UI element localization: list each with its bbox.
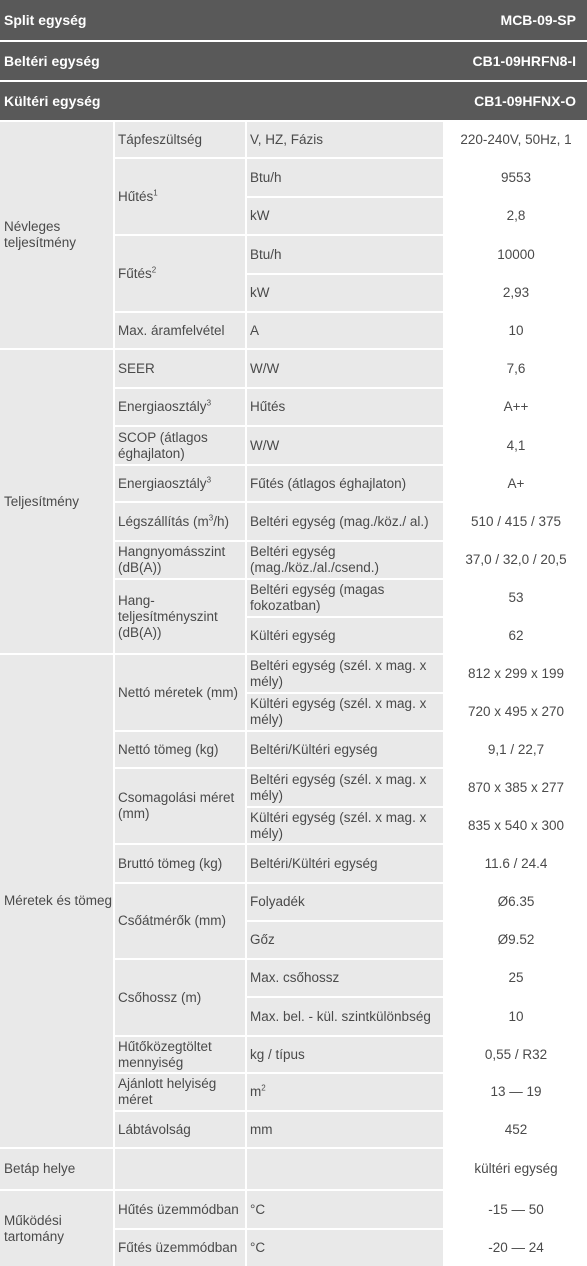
unit-cool-btu: Btu/h <box>247 159 443 196</box>
param-max-current: Max. áramfelvétel <box>115 313 245 348</box>
header-split-label: Split egység <box>4 12 87 28</box>
value-heat-btu: 10000 <box>445 236 587 273</box>
group-inlet: Betáp helye <box>0 1149 113 1189</box>
value-airflow: 510 / 415 / 375 <box>445 503 587 540</box>
value-sound-power-in: 53 <box>445 580 587 616</box>
unit-refrigerant: kg / típus <box>247 1037 443 1072</box>
header-indoor-value: CB1-09HRFN8-I <box>472 53 576 69</box>
value-sound-pressure: 37,0 / 32,0 / 20,5 <box>445 542 587 578</box>
param-heating: Fűtés$^2$ <box>115 236 245 311</box>
param-scop: SCOP (átlagos éghajlaton) <box>115 427 245 464</box>
value-supply: 220-240V, 50Hz, 1 <box>445 122 587 157</box>
header-indoor-row <box>0 42 587 80</box>
param-pack-dims: Csomagolási méret (mm) <box>115 769 245 843</box>
param-seer: SEER <box>115 350 245 387</box>
value-energy-cool: A++ <box>445 389 587 425</box>
unit-sound-power-out: Kültéri egység <box>247 618 443 653</box>
value-seer: 7,6 <box>445 350 587 387</box>
value-max-current: 10 <box>445 313 587 348</box>
group-nominal: Névleges teljesítmény <box>0 122 113 348</box>
param-op-cool: Hűtés üzemmódban <box>115 1191 245 1228</box>
unit-heat-kw: kW <box>247 275 443 311</box>
unit-pack-out: Kültéri egység (szél. x mag. x mély) <box>247 808 443 843</box>
unit-max-current: A <box>247 313 443 348</box>
header-outdoor-value: CB1-09HFNX-O <box>474 93 576 109</box>
value-refrigerant: 0,55 / R32 <box>445 1037 587 1072</box>
param-gross-weight: Bruttó tömeg (kg) <box>115 845 245 882</box>
unit-liquid: Folyadék <box>247 884 443 920</box>
group-operating: Működési tartomány <box>0 1191 113 1266</box>
unit-max-pipe: Max. csőhossz <box>247 960 443 996</box>
param-sound-pressure: Hangnyomásszint (dB(A)) <box>115 542 245 578</box>
value-pack-in: 870 x 385 x 277 <box>445 769 587 806</box>
param-foot-dist: Lábtávolság <box>115 1112 245 1147</box>
unit-airflow: Beltéri egység (mag./köz./ al.) <box>247 503 443 540</box>
value-net-in: 812 x 299 x 199 <box>445 655 587 692</box>
group-performance: Teljesítmény <box>0 350 113 653</box>
unit-inlet-empty <box>247 1149 443 1189</box>
param-supply: Tápfeszültség <box>115 122 245 157</box>
param-net-weight: Nettó tömeg (kg) <box>115 732 245 767</box>
value-energy-heat: A+ <box>445 466 587 501</box>
header-indoor-label: Beltéri egység <box>4 53 100 69</box>
value-net-weight: 9,1 / 22,7 <box>445 732 587 767</box>
unit-net-weight: Beltéri/Kültéri egység <box>247 732 443 767</box>
param-sound-power: Hang-teljesítményszint (dB(A)) <box>115 580 245 653</box>
value-pack-out: 835 x 540 x 300 <box>445 808 587 843</box>
param-room-size: Ajánlott helyiség méret <box>115 1074 245 1110</box>
value-gas: Ø9.52 <box>445 922 587 958</box>
param-pipe-diam: Csőátmérők (mm) <box>115 884 245 958</box>
value-foot-dist: 452 <box>445 1112 587 1147</box>
value-sound-power-out: 62 <box>445 618 587 653</box>
group-dimensions: Méretek és tömeg <box>0 655 113 1147</box>
param-net-dims: Nettó méretek (mm) <box>115 655 245 730</box>
unit-scop: W/W <box>247 427 443 464</box>
value-op-cool: -15 — 50 <box>445 1191 587 1228</box>
param-energy-class-cool: Energiaosztály$^3$ <box>115 389 245 425</box>
unit-cool-kw: kW <box>247 198 443 234</box>
value-op-heat: -20 — 24 <box>445 1230 587 1266</box>
unit-op-cool: °C <box>247 1191 443 1228</box>
header-outdoor-label: Kültéri egység <box>4 93 101 109</box>
unit-gas: Gőz <box>247 922 443 958</box>
header-split-value: MCB-09-SP <box>500 12 576 28</box>
value-gross-weight: 11.6 / 24.4 <box>445 845 587 882</box>
value-cool-kw: 2,8 <box>445 198 587 234</box>
value-liquid: Ø6.35 <box>445 884 587 920</box>
unit-foot-dist: mm <box>247 1112 443 1147</box>
param-inlet-empty <box>115 1149 245 1189</box>
param-refrigerant: Hűtőközegtöltet mennyiség <box>115 1037 245 1072</box>
param-energy-class-heat: Energiaosztály$^3$ <box>115 466 245 501</box>
param-airflow: Légszállítás $(m^3/h)$ <box>115 503 245 540</box>
value-net-out: 720 x 495 x 270 <box>445 694 587 730</box>
param-pipe-len: Csőhossz (m) <box>115 960 245 1035</box>
unit-net-in: Beltéri egység (szél. x mag. x mély) <box>247 655 443 692</box>
unit-supply: V, HZ, Fázis <box>247 122 443 157</box>
unit-heat-btu: Btu/h <box>247 236 443 273</box>
unit-seer: W/W <box>247 350 443 387</box>
value-cool-btu: 9553 <box>445 159 587 196</box>
unit-sound-pressure: Beltéri egység (mag./köz./al./csend.) <box>247 542 443 578</box>
unit-energy-cool: Hűtés <box>247 389 443 425</box>
unit-room-size: $m^2$ <box>247 1074 443 1110</box>
value-scop: 4,1 <box>445 427 587 464</box>
param-op-heat: Fűtés üzemmódban <box>115 1230 245 1266</box>
value-inlet: kültéri egység <box>445 1149 587 1189</box>
unit-net-out: Kültéri egység (szél. x mag. x mély) <box>247 694 443 730</box>
header-split-row <box>0 0 587 40</box>
unit-pack-in: Beltéri egység (szél. x mag. x mély) <box>247 769 443 806</box>
unit-gross-weight: Beltéri/Kültéri egység <box>247 845 443 882</box>
unit-op-heat: °C <box>247 1230 443 1266</box>
header-outdoor-row <box>0 82 587 120</box>
value-max-height: 10 <box>445 998 587 1035</box>
value-room-size: 13 — 19 <box>445 1074 587 1110</box>
value-heat-kw: 2,93 <box>445 275 587 311</box>
unit-max-height: Max. bel. - kül. szintkülönbség <box>247 998 443 1035</box>
unit-sound-power-in: Beltéri egység (magas fokozatban) <box>247 580 443 616</box>
unit-energy-heat: Fűtés (átlagos éghajlaton) <box>247 466 443 501</box>
param-cooling: Hűtés$^1$ <box>115 159 245 234</box>
value-max-pipe: 25 <box>445 960 587 996</box>
